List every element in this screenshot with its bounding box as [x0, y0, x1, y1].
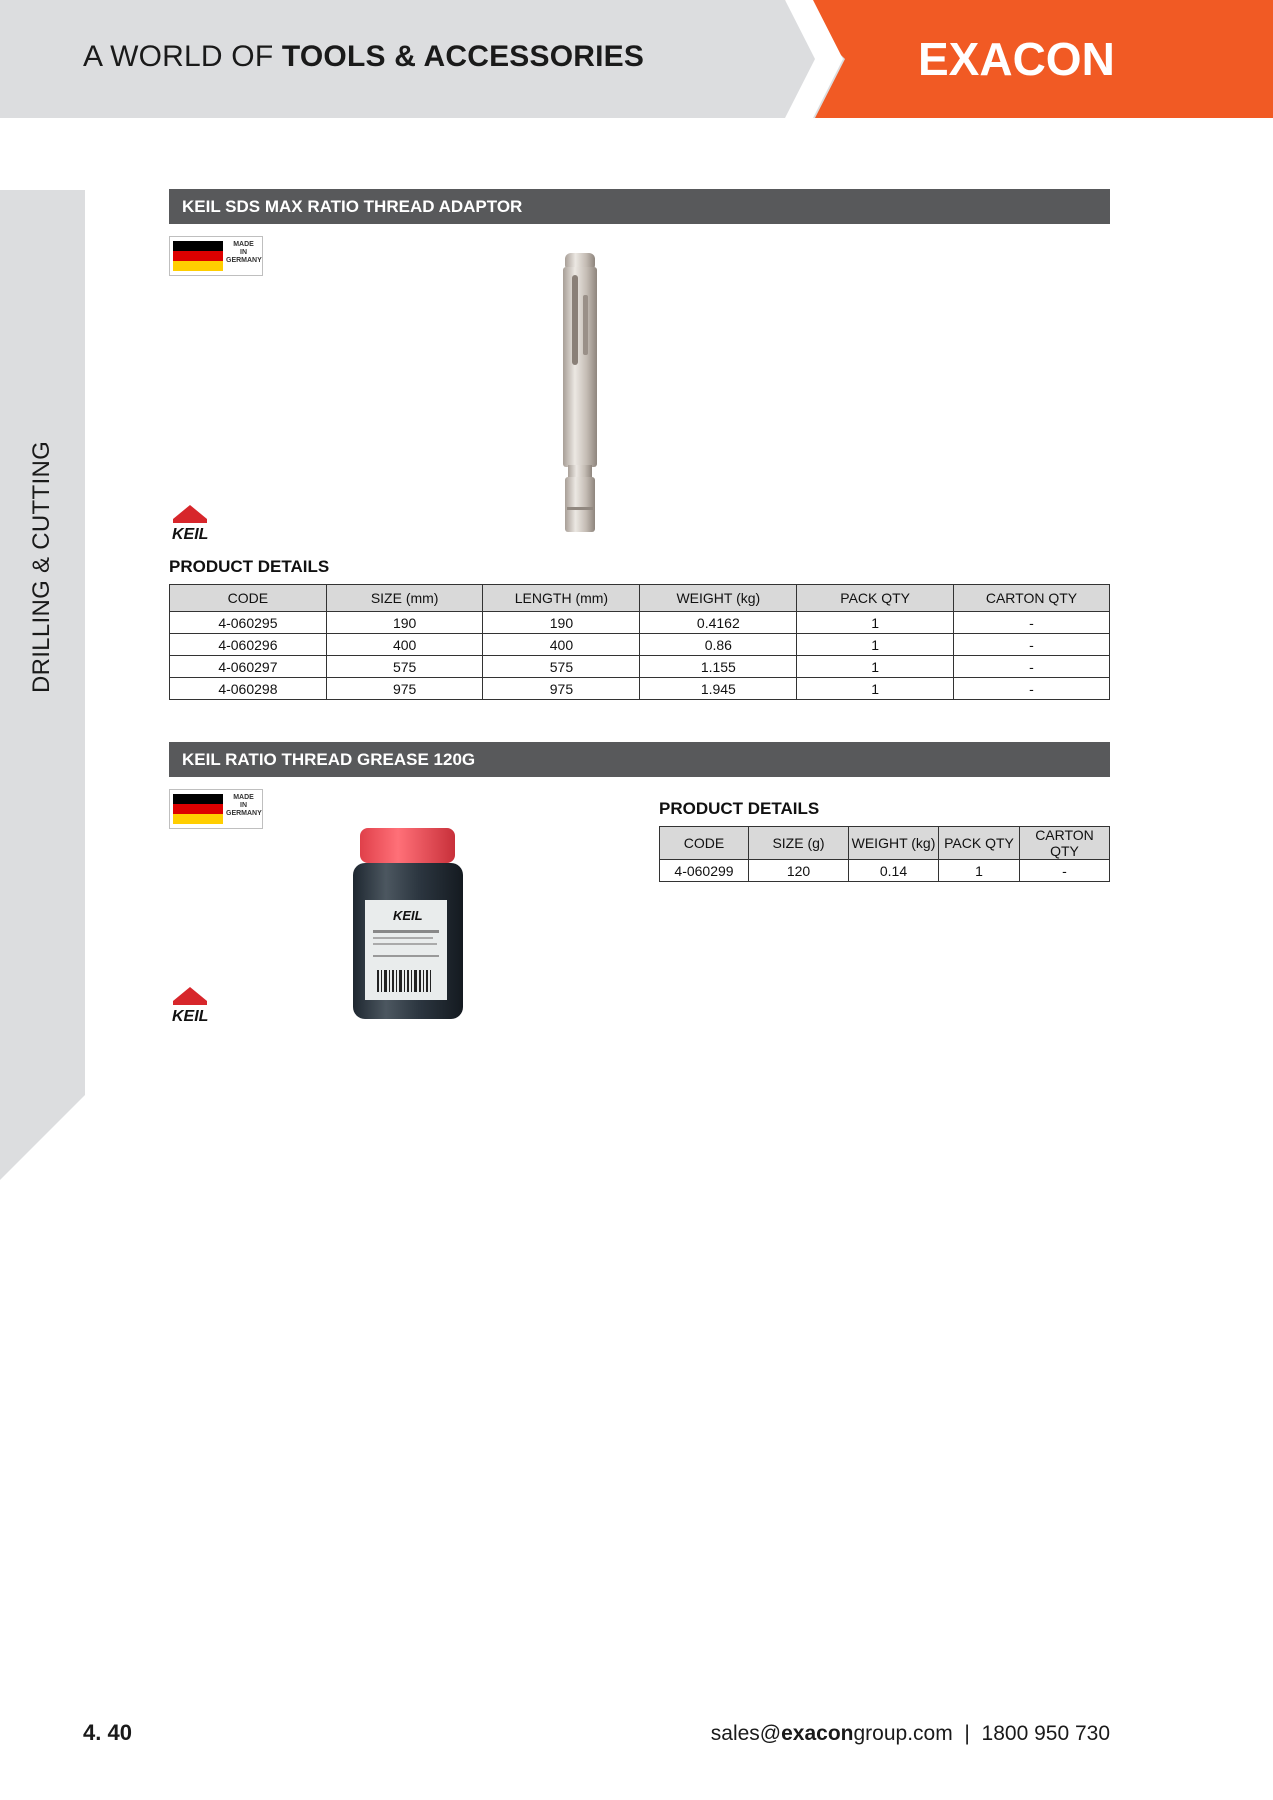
category-sidebar	[0, 190, 85, 1180]
product-2-spec-table	[659, 826, 1110, 882]
table-cell: 4-060298	[170, 678, 327, 700]
table-row	[660, 860, 1110, 882]
sidebar-category-label: DRILLING & CUTTING	[28, 440, 55, 694]
germany-flag-icon	[173, 241, 223, 271]
page-number: 4. 40	[83, 1720, 132, 1745]
product-1-title-bar: KEIL SDS MAX RATIO THREAD ADAPTOR	[169, 189, 1110, 224]
table-cell: 190	[326, 612, 483, 634]
table-row	[170, 656, 1110, 678]
table-cell: 120	[749, 860, 849, 882]
column-header: CODE	[170, 585, 327, 612]
table-cell: 4-060299	[660, 860, 749, 882]
table-cell: 0.4162	[640, 612, 797, 634]
svg-text:KEIL: KEIL	[172, 1008, 209, 1025]
table-row	[170, 678, 1110, 700]
svg-text:KEIL: KEIL	[172, 526, 209, 543]
germany-flag-icon	[173, 794, 223, 824]
table-cell: 400	[483, 634, 640, 656]
table-cell: 190	[483, 612, 640, 634]
table-row	[170, 634, 1110, 656]
column-header: SIZE (g)	[749, 827, 849, 860]
table-cell: -	[954, 612, 1110, 634]
table-cell: 4-060295	[170, 612, 327, 634]
table-cell: 575	[326, 656, 483, 678]
table-row	[170, 612, 1110, 634]
table-cell: 400	[326, 634, 483, 656]
column-header: CARTON QTY	[1020, 827, 1110, 860]
header-title-prefix: A WORLD OF	[83, 40, 282, 73]
footer-contact	[711, 1722, 1110, 1746]
made-in-germany-text: MADE IN GERMANY	[226, 794, 262, 817]
product-1-spec-table	[169, 584, 1110, 700]
product-1-details-heading: PRODUCT DETAILS	[169, 557, 330, 576]
table-cell: 0.14	[849, 860, 939, 882]
table-cell: -	[1020, 860, 1110, 882]
footer-separator: |	[964, 1722, 970, 1745]
table-cell: -	[954, 634, 1110, 656]
made-in-germany-text: MADE IN GERMANY	[226, 241, 262, 264]
column-header: SIZE (mm)	[326, 585, 483, 612]
page-header	[0, 0, 1273, 118]
column-header: PACK QTY	[939, 827, 1020, 860]
column-header: WEIGHT (kg)	[640, 585, 797, 612]
header-title	[83, 40, 644, 74]
svg-text:KEIL: KEIL	[393, 908, 423, 923]
keil-logo	[169, 985, 211, 1025]
made-in-germany-badge	[169, 789, 263, 829]
product-2-title-bar: KEIL RATIO THREAD GREASE 120G	[169, 742, 1110, 777]
table-cell: 1	[797, 678, 954, 700]
made-in-germany-badge	[169, 236, 263, 276]
table-cell: -	[954, 678, 1110, 700]
table-header-row	[170, 585, 1110, 612]
table-cell: 1	[797, 612, 954, 634]
table-cell: 975	[326, 678, 483, 700]
table-cell: 1	[797, 634, 954, 656]
keil-logo	[169, 503, 211, 543]
table-cell: 1.945	[640, 678, 797, 700]
table-cell: 4-060296	[170, 634, 327, 656]
table-header-row	[660, 827, 1110, 860]
table-cell: 0.86	[640, 634, 797, 656]
column-header: LENGTH (mm)	[483, 585, 640, 612]
table-cell: 1	[939, 860, 1020, 882]
product-2-details-heading: PRODUCT DETAILS	[659, 799, 820, 818]
header-title-bold: TOOLS & ACCESSORIES	[281, 40, 645, 73]
column-header: PACK QTY	[797, 585, 954, 612]
table-cell: 1.155	[640, 656, 797, 678]
table-cell: 575	[483, 656, 640, 678]
thread-grease-jar-image	[325, 815, 495, 1030]
table-cell: -	[954, 656, 1110, 678]
table-cell: 1	[797, 656, 954, 678]
column-header: WEIGHT (kg)	[849, 827, 939, 860]
table-cell: 975	[483, 678, 640, 700]
table-cell: 4-060297	[170, 656, 327, 678]
exacon-logo: EXACON	[918, 33, 1115, 85]
column-header: CARTON QTY	[954, 585, 1110, 612]
phone-number[interactable]: 1800 950 730	[981, 1722, 1110, 1745]
sds-max-adaptor-image	[520, 245, 640, 545]
email-link[interactable]: sales@exacongroup.com	[710, 1722, 953, 1745]
column-header: CODE	[660, 827, 749, 860]
